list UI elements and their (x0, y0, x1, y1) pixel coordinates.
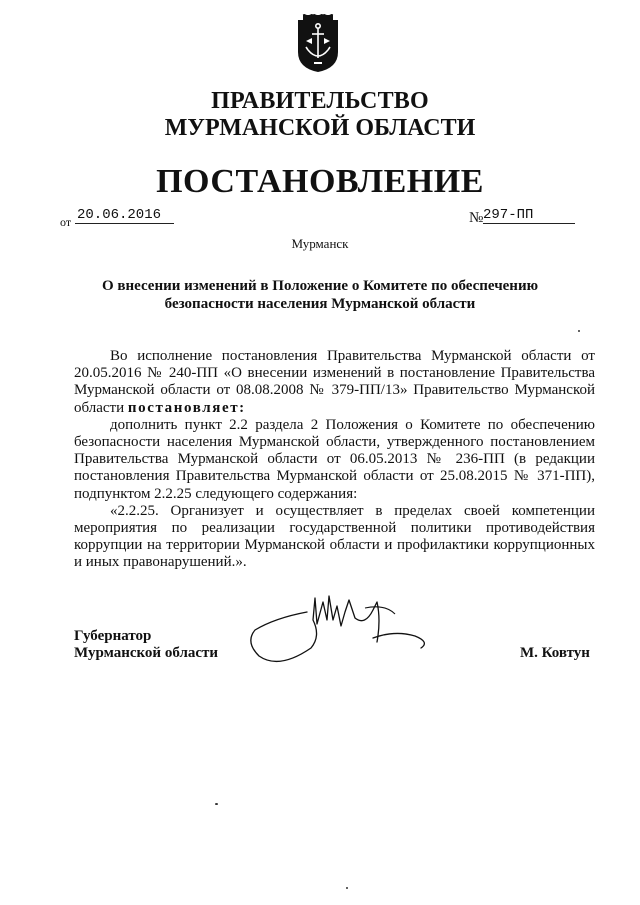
city-name: Мурманск (291, 236, 349, 251)
body-paragraph-1 (74, 348, 595, 417)
document-date: 20.06.2016 (75, 207, 174, 224)
resolution-keyword: постановляет: (127, 399, 246, 416)
signatory-title-line1: Губернатор (74, 628, 152, 644)
coat-of-arms-emblem (294, 14, 342, 74)
body-paragraph-1-text: Во исполнение постановления Правительства Мурманской области от 20.05.2016 № 240-ПП «О внесении изменений в постановление Правительства Мурманской области от 08.08.2008 № 379-ПП/13» Правительство Мурманской области (74, 348, 595, 416)
scan-speck (346, 887, 348, 889)
handwritten-signature (245, 590, 445, 670)
organization-name-line2: МУРМАНСКОЙ ОБЛАСТИ (164, 115, 476, 141)
document-title-line2: безопасности населения Мурманской области (164, 296, 476, 312)
signatory-title-line2: Мурманской области (74, 645, 219, 661)
body-paragraph-2: дополнить пункт 2.2 раздела 2 Положения о Комитете по обеспечению безопасности населения Мурманской области, утвержденного постановлением Правительства Мурманской области от 06.05.2013 № 236-ПП (в редакции постановления Правительства Мурманской области от 25.08.2015 № 371-ПП), подпунктом 2.2.25 следующего содержания: (74, 416, 595, 502)
number-prefix: № (469, 210, 484, 226)
scan-speck (578, 330, 580, 332)
scan-speck (215, 803, 218, 805)
organization-name-line1: ПРАВИТЕЛЬСТВО (211, 88, 429, 114)
date-prefix: от (60, 215, 72, 229)
body-paragraph-3: «2.2.25. Организует и осуществляет в пределах своей компетенции мероприятия по реализации государственной политики противодействия коррупции на территории Мурманской области и профилактики коррупционных и иных правонарушений.». (74, 502, 595, 571)
document-title-line1: О внесении изменений в Положение о Комитете по обеспечению (101, 278, 539, 294)
document-type-heading: ПОСТАНОВЛЕНИЕ (156, 163, 484, 200)
document-number: 297-ПП (483, 207, 575, 224)
signatory-name: М. Ковтун (520, 645, 590, 661)
document-body (74, 348, 595, 572)
